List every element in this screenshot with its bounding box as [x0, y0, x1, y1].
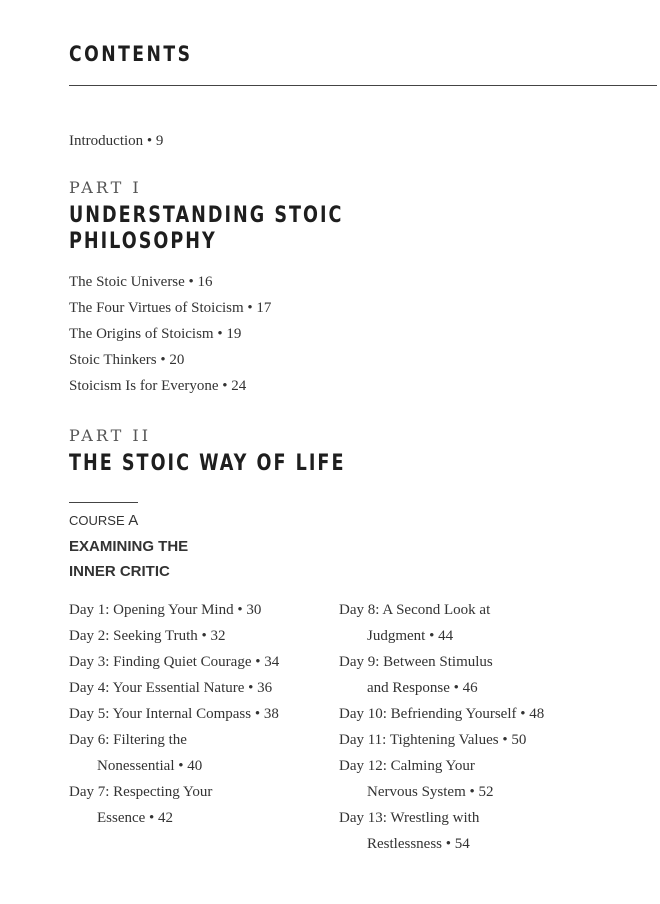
toc-entry[interactable]: The Four Virtues of Stoicism • 17 — [69, 300, 272, 316]
toc-entry[interactable]: Day 12: Calming Your — [339, 758, 475, 774]
toc-entry[interactable]: Day 11: Tightening Values • 50 — [339, 732, 527, 748]
toc-entry[interactable]: Day 2: Seeking Truth • 32 — [69, 628, 226, 644]
toc-entry[interactable]: Day 4: Your Essential Nature • 36 — [69, 680, 273, 696]
toc-left-column — [69, 597, 279, 831]
part-1-title-line-1: UNDERSTANDING STOIC — [69, 203, 344, 228]
course-title — [69, 534, 188, 584]
part-1-label: PART I — [69, 178, 142, 197]
course-label-word: COURSE — [69, 513, 125, 528]
course-label-letter: A — [128, 512, 139, 529]
toc-right-column — [339, 597, 544, 857]
toc-entry[interactable]: Day 9: Between Stimulus — [339, 654, 493, 670]
course-title-line-2: INNER CRITIC — [69, 563, 170, 580]
page-title: CONTENTS — [69, 42, 193, 66]
toc-entry[interactable]: Stoic Thinkers • 20 — [69, 352, 185, 368]
part-2-label: PART II — [69, 426, 152, 445]
toc-entry[interactable]: Day 1: Opening Your Mind • 30 — [69, 602, 262, 618]
course-divider — [69, 502, 138, 503]
toc-entry[interactable]: Stoicism Is for Everyone • 24 — [69, 378, 247, 394]
toc-entry-continuation[interactable]: Essence • 42 — [97, 810, 174, 826]
toc-entry-continuation[interactable]: Judgment • 44 — [367, 628, 454, 644]
toc-entry-continuation[interactable]: Nonessential • 40 — [97, 758, 203, 774]
toc-entry-introduction[interactable]: Introduction • 9 — [69, 133, 164, 149]
part-1-title — [69, 203, 343, 255]
toc-entry[interactable]: Day 5: Your Internal Compass • 38 — [69, 706, 279, 722]
toc-entry-continuation[interactable]: Nervous System • 52 — [367, 784, 494, 800]
toc-entry-continuation[interactable]: Restlessness • 54 — [367, 836, 470, 852]
course-title-line-1: EXAMINING THE — [69, 538, 189, 555]
toc-entry[interactable]: The Origins of Stoicism • 19 — [69, 326, 242, 342]
toc-entry[interactable]: Day 6: Filtering the — [69, 732, 187, 748]
toc-entry[interactable]: The Stoic Universe • 16 — [69, 274, 213, 290]
toc-entry[interactable]: Day 13: Wrestling with — [339, 810, 480, 826]
toc-entry[interactable]: Day 8: A Second Look at — [339, 602, 491, 618]
course-label — [69, 512, 138, 529]
title-divider — [69, 85, 657, 86]
part-2-title: THE STOIC WAY OF LIFE — [69, 451, 346, 476]
toc-entry[interactable]: Day 3: Finding Quiet Courage • 34 — [69, 654, 280, 670]
toc-entry-continuation[interactable]: and Response • 46 — [367, 680, 478, 696]
toc-entry[interactable]: Day 10: Befriending Yourself • 48 — [339, 706, 545, 722]
part-1-title-line-2: PHILOSOPHY — [69, 229, 217, 254]
toc-entry[interactable]: Day 7: Respecting Your — [69, 784, 213, 800]
